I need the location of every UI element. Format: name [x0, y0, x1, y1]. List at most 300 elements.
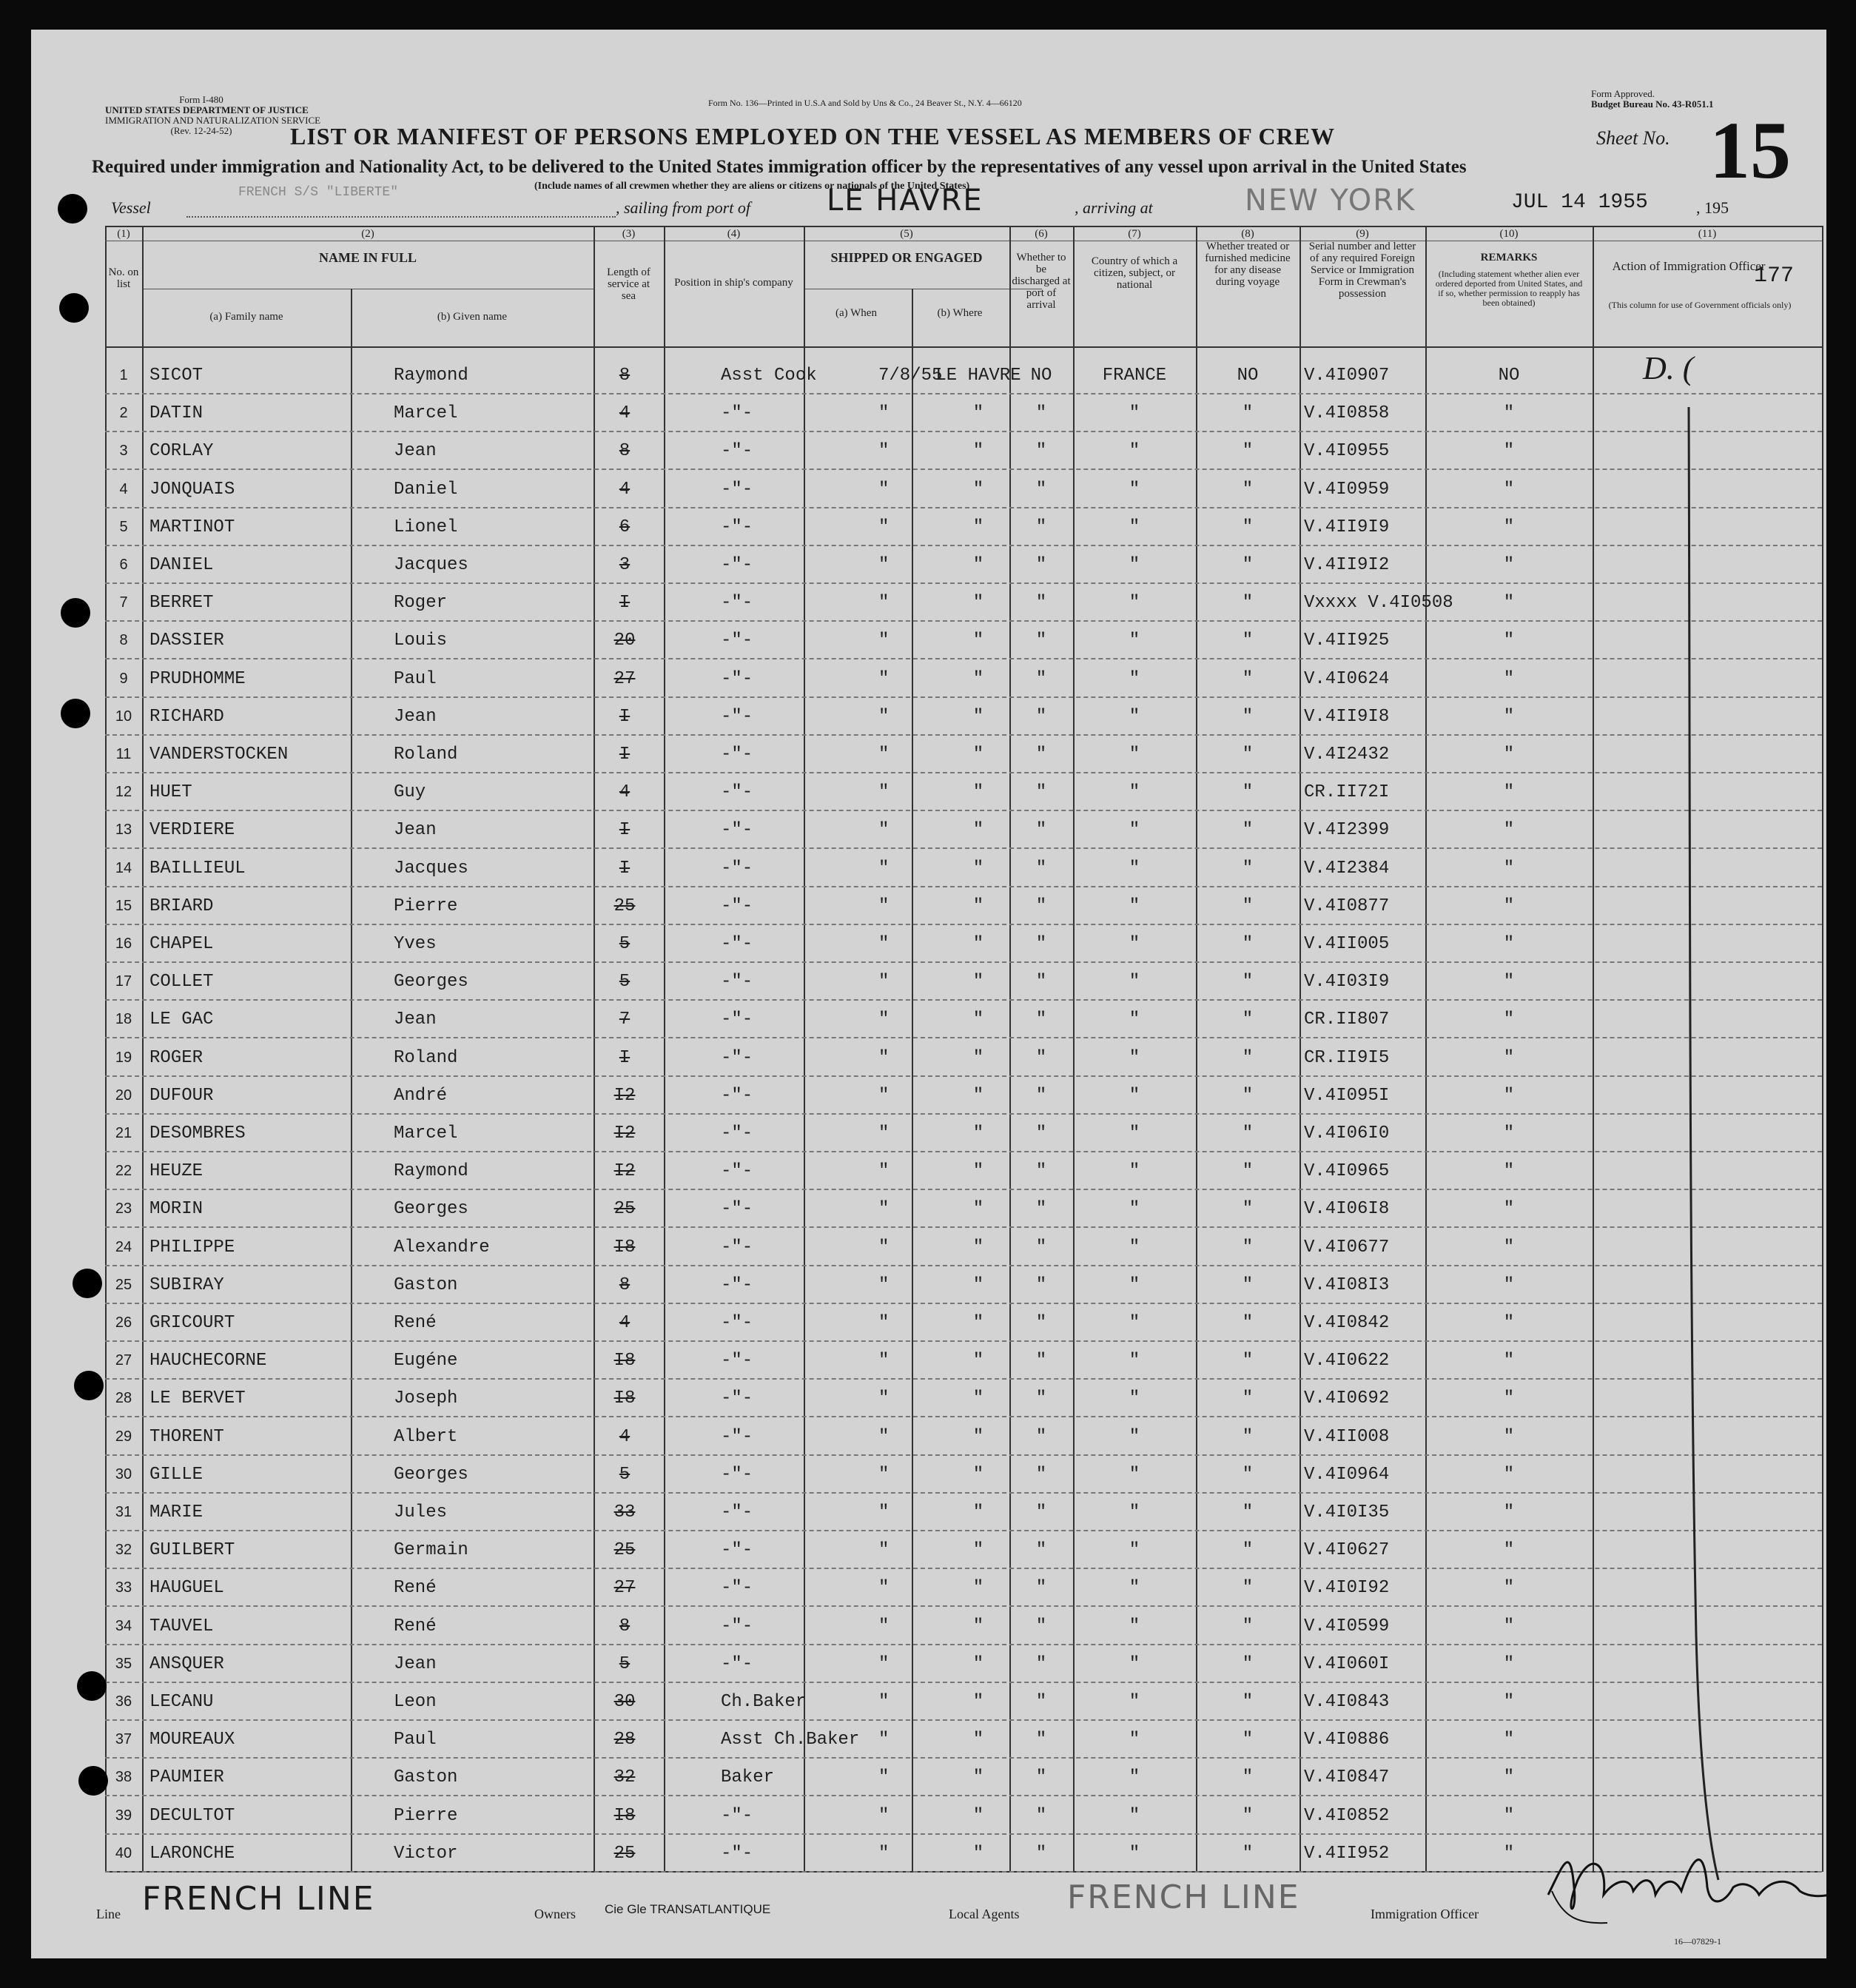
discharged: " [1035, 1426, 1047, 1447]
medicine: " [1242, 517, 1254, 537]
row-number: 11 [115, 746, 132, 762]
remarks: " [1503, 631, 1515, 651]
serial-number: V.4II008 [1304, 1426, 1390, 1447]
discharged: " [1035, 1540, 1047, 1561]
row-number: 12 [115, 784, 132, 801]
service: IMMIGRATION AND NATURALIZATION SERVICE [105, 115, 321, 126]
family-name: SUBIRAY [149, 1275, 224, 1295]
shipped-when: " [878, 1653, 890, 1674]
page-title: LIST OR MANIFEST OF PERSONS EMPLOYED ON THE VESSEL AS MEMBERS OF CREW [290, 123, 1336, 150]
shipped-where: " [972, 517, 984, 537]
remarks: " [1503, 934, 1515, 954]
arrival-date: JUL 14 1955 [1511, 191, 1648, 214]
shipped-when: " [878, 745, 890, 765]
position: -"- [721, 706, 753, 727]
row-number: 32 [115, 1542, 132, 1559]
country: " [1129, 1199, 1140, 1220]
shipped-where: " [972, 1124, 984, 1144]
shipped-where: " [972, 1237, 984, 1257]
given-name: Joseph [394, 1388, 458, 1409]
position: Asst Ch.Baker [721, 1730, 860, 1750]
country: " [1129, 1692, 1140, 1712]
remarks: " [1503, 858, 1515, 879]
shipped-where: " [972, 555, 984, 575]
shipped-when: " [878, 1275, 890, 1295]
serial-number: V.4I0692 [1304, 1388, 1390, 1409]
row-number: 10 [115, 708, 132, 725]
country: FRANCE [1102, 366, 1167, 386]
service-length: 7 [619, 1010, 631, 1030]
discharged: " [1035, 972, 1047, 993]
row-number: 21 [115, 1125, 132, 1141]
discharged: " [1035, 593, 1047, 614]
discharged: " [1035, 1047, 1047, 1068]
medicine: " [1242, 1843, 1254, 1864]
remarks: " [1503, 441, 1515, 462]
shipped-where: " [972, 1578, 984, 1599]
service-length: 3 [619, 555, 631, 575]
col-num-2: (2) [361, 228, 374, 240]
col-num-9: (9) [1356, 228, 1369, 240]
shipped-when: " [878, 1843, 890, 1864]
medicine: " [1242, 1085, 1254, 1106]
given-name: Germain [394, 1540, 468, 1561]
row-number: 14 [115, 859, 132, 876]
punch-hole [74, 1371, 104, 1400]
service-length: 25 [613, 896, 636, 916]
country: " [1129, 1124, 1140, 1144]
form-number: Form I-480 [179, 94, 223, 105]
serial-number: V.4I03I9 [1304, 972, 1390, 993]
family-name: HAUGUEL [149, 1578, 224, 1599]
family-name: CORLAY [149, 441, 214, 462]
col-num-10: (10) [1499, 228, 1519, 240]
position: -"- [721, 1502, 753, 1522]
remarks: " [1503, 1237, 1515, 1257]
approval-block [1591, 89, 1714, 110]
remarks: " [1503, 820, 1515, 841]
family-name: THORENT [149, 1426, 224, 1447]
service-length: 25 [613, 1199, 636, 1220]
include-note: (Include names of all crewmen whether they are aliens or citizens or nationals of the United States) [534, 181, 970, 192]
row-number: 28 [115, 1390, 132, 1407]
service-length: 28 [613, 1730, 636, 1750]
remarks: " [1503, 1805, 1515, 1826]
shipped-where: " [972, 1502, 984, 1522]
remarks: " [1503, 896, 1515, 916]
shipped-when: " [878, 1578, 890, 1599]
row-number: 1 [119, 367, 128, 383]
country: " [1129, 896, 1140, 916]
medicine: " [1242, 668, 1254, 689]
table-row [105, 1417, 1822, 1456]
punch-hole [61, 598, 90, 628]
row-number: 31 [115, 1504, 132, 1520]
shipped-when: " [878, 555, 890, 575]
table-row [105, 620, 1822, 659]
remarks: " [1503, 972, 1515, 993]
country: " [1129, 1767, 1140, 1788]
discharged: " [1035, 706, 1047, 727]
serial-number: V.4I0907 [1304, 366, 1390, 386]
family-name: VERDIERE [149, 820, 235, 841]
row-number: 17 [115, 973, 132, 990]
discharged: " [1035, 1085, 1047, 1106]
serial-number: V.4I0599 [1304, 1616, 1390, 1636]
service-length: 25 [613, 1843, 636, 1864]
country: " [1129, 555, 1140, 575]
shipped-when: " [878, 782, 890, 803]
family-name: DESOMBRES [149, 1124, 246, 1144]
remarks: " [1503, 1843, 1515, 1864]
service-length: 27 [613, 1578, 636, 1599]
family-name: GUILBERT [149, 1540, 235, 1561]
col-remarks: REMARKS [1480, 252, 1538, 263]
action-bracket-line [1667, 377, 1726, 1887]
serial-number: V.4I0858 [1304, 403, 1390, 424]
service-length: 8 [619, 441, 631, 462]
position: -"- [721, 403, 753, 424]
table-row [105, 1075, 1822, 1115]
family-name: COLLET [149, 972, 214, 993]
family-name: GRICOURT [149, 1313, 235, 1333]
service-length: 4 [619, 403, 631, 424]
country: " [1129, 1578, 1140, 1599]
family-name: DASSIER [149, 631, 224, 651]
position: -"- [721, 1047, 753, 1068]
given-name: René [394, 1578, 437, 1599]
shipped-when: " [878, 593, 890, 614]
given-name: Gaston [394, 1767, 458, 1788]
shipped-when: " [878, 1351, 890, 1371]
given-name: Georges [394, 972, 468, 993]
shipped-where: " [972, 782, 984, 803]
punch-hole [61, 699, 90, 728]
col-num-6: (6) [1035, 228, 1048, 240]
medicine: " [1242, 1616, 1254, 1636]
row-number: 30 [115, 1465, 132, 1482]
serial-number: V.4I0877 [1304, 896, 1390, 916]
table-row [105, 1189, 1822, 1228]
family-name: BRIARD [149, 896, 214, 916]
col-action-note: (This column for use of Government officials only) [1608, 300, 1792, 310]
position: -"- [721, 934, 753, 954]
table-row [105, 1227, 1822, 1266]
given-name: Georges [394, 1199, 468, 1220]
position: -"- [721, 1388, 753, 1409]
given-name: René [394, 1616, 437, 1636]
family-name: BAILLIEUL [149, 858, 246, 879]
given-name: Jules [394, 1502, 448, 1522]
medicine: " [1242, 555, 1254, 575]
medicine: " [1242, 1313, 1254, 1333]
medicine: " [1242, 782, 1254, 803]
country: " [1129, 517, 1140, 537]
family-name: HUET [149, 782, 192, 803]
row-number: 6 [119, 557, 128, 573]
remarks: " [1503, 479, 1515, 500]
col-when: (a) When [835, 307, 877, 319]
country: " [1129, 1540, 1140, 1561]
budget-line: Budget Bureau No. 43-R051.1 [1591, 98, 1714, 110]
officer-label: Immigration Officer [1371, 1907, 1479, 1921]
col-num-5: (5) [900, 228, 913, 240]
discharged: " [1035, 403, 1047, 424]
shipped-where: " [972, 896, 984, 916]
service-length: I8 [613, 1351, 636, 1371]
medicine: " [1242, 934, 1254, 954]
position: -"- [721, 1464, 753, 1485]
shipped-when: " [878, 1199, 890, 1220]
shipped-where: " [972, 631, 984, 651]
position: -"- [721, 745, 753, 765]
shipped-when: " [878, 1805, 890, 1826]
serial-number: V.4I0842 [1304, 1313, 1390, 1333]
service-length: 32 [613, 1767, 636, 1788]
shipped-when: " [878, 858, 890, 879]
shipped-where: " [972, 1313, 984, 1333]
table-row [105, 1303, 1822, 1342]
agents-stamp: FRENCH LINE [1067, 1878, 1300, 1916]
discharged: " [1035, 1578, 1047, 1599]
punch-hole [78, 1766, 108, 1796]
discharged: " [1035, 1351, 1047, 1371]
shipped-where: " [972, 403, 984, 424]
medicine: NO [1237, 366, 1259, 386]
row-number: 38 [115, 1769, 132, 1786]
remarks: " [1503, 403, 1515, 424]
given-name: Louis [394, 631, 448, 651]
serial-number: CR.II9I5 [1304, 1047, 1390, 1068]
shipped-where: " [972, 1351, 984, 1371]
position: -"- [721, 1653, 753, 1674]
col-remarks-note: (Including statement whether alien ever ordered deported from United States, and if so, whether permission to reapply has been obtained) [1435, 269, 1583, 308]
family-name: MOUREAUX [149, 1730, 235, 1750]
given-name: Roland [394, 1047, 458, 1068]
table-row [105, 810, 1822, 849]
row-number: 13 [115, 822, 132, 839]
given-name: Pierre [394, 1805, 458, 1826]
row-number: 3 [119, 443, 128, 460]
medicine: " [1242, 1502, 1254, 1522]
required-statement: Required under immigration and Nationality Act, to be delivered to the United States immigration officer by the representatives of any vessel upon arrival in the United States [92, 157, 1467, 177]
serial-number: CR.II807 [1304, 1010, 1390, 1030]
service-length: 5 [619, 934, 631, 954]
table-row [105, 961, 1822, 1001]
position: -"- [721, 782, 753, 803]
shipped-when: " [878, 1426, 890, 1447]
shipped-where: " [972, 441, 984, 462]
medicine: " [1242, 1124, 1254, 1144]
col-discharged: Whether to be discharged at port of arrival [1012, 252, 1071, 311]
col-no-on-list: No. on list [108, 266, 139, 290]
medicine: " [1242, 1047, 1254, 1068]
country: " [1129, 934, 1140, 954]
serial-number: V.4I0843 [1304, 1692, 1390, 1712]
given-name: Jacques [394, 858, 468, 879]
family-name: GILLE [149, 1464, 204, 1485]
serial-number: V.4II005 [1304, 934, 1390, 954]
remarks: " [1503, 745, 1515, 765]
family-name: RICHARD [149, 706, 224, 727]
discharged: " [1035, 668, 1047, 689]
position: -"- [721, 1426, 753, 1447]
position: -"- [721, 479, 753, 500]
row-number: 4 [119, 480, 128, 497]
shipped-when: " [878, 896, 890, 916]
service-length: 20 [613, 631, 636, 651]
country: " [1129, 479, 1140, 500]
revision: (Rev. 12-24-52) [170, 125, 232, 136]
table-row [105, 1757, 1822, 1796]
service-length: I [619, 706, 631, 727]
serial-number: V.4I0627 [1304, 1540, 1390, 1561]
position: -"- [721, 1237, 753, 1257]
shipped-when: " [878, 668, 890, 689]
medicine: " [1242, 403, 1254, 424]
position: -"- [721, 1124, 753, 1144]
line-label: Line [96, 1907, 121, 1921]
remarks: " [1503, 1161, 1515, 1182]
country: " [1129, 1047, 1140, 1068]
serial-number: V.4I0955 [1304, 441, 1390, 462]
table-row [105, 355, 1822, 394]
remarks: " [1503, 1388, 1515, 1409]
serial-number: V.4II925 [1304, 631, 1390, 651]
shipped-where: " [972, 1805, 984, 1826]
col-serial-number: Serial number and letter of any required Foreign Service or Immigration Form in Crewman's possession [1308, 241, 1416, 300]
remarks: " [1503, 1730, 1515, 1750]
shipped-where: " [972, 1464, 984, 1485]
discharged: " [1035, 479, 1047, 500]
year-suffix: , 195 [1696, 198, 1729, 217]
col-num-4: (4) [727, 228, 741, 240]
discharged: " [1035, 934, 1047, 954]
discharged: " [1035, 1275, 1047, 1295]
discharged: " [1035, 1805, 1047, 1826]
family-name: PHILIPPE [149, 1237, 235, 1257]
shipped-where: LE HAVRE [935, 366, 1021, 386]
shipped-when: " [878, 1540, 890, 1561]
table-row [105, 659, 1822, 698]
family-name: MORIN [149, 1199, 204, 1220]
position: -"- [721, 441, 753, 462]
remarks: " [1503, 517, 1515, 537]
remarks: " [1503, 1767, 1515, 1788]
position: -"- [721, 1616, 753, 1636]
service-length: I8 [613, 1805, 636, 1826]
discharged: " [1035, 820, 1047, 841]
service-length: 4 [619, 1426, 631, 1447]
col-medicine: Whether treated or furnished medicine for any disease during voyage [1205, 241, 1291, 288]
given-name: Jean [394, 706, 437, 727]
shipped-where: " [972, 668, 984, 689]
service-length: I [619, 858, 631, 879]
discharged: " [1035, 1199, 1047, 1220]
discharged: " [1035, 517, 1047, 537]
shipped-where: " [972, 1010, 984, 1030]
family-name: PAUMIER [149, 1767, 224, 1788]
position: -"- [721, 1085, 753, 1106]
position: -"- [721, 1351, 753, 1371]
row-number: 19 [115, 1049, 132, 1066]
service-length: I [619, 745, 631, 765]
family-name: LE GAC [149, 1010, 214, 1030]
col-family-name: (a) Family name [209, 311, 283, 323]
given-name: René [394, 1313, 437, 1333]
row-number: 2 [119, 405, 128, 422]
position: -"- [721, 1010, 753, 1030]
table-row [105, 999, 1822, 1038]
table-row [105, 431, 1822, 470]
owners-label: Owners [534, 1907, 576, 1921]
table-row [105, 469, 1822, 508]
manifest-page [31, 30, 1826, 1958]
given-name: Georges [394, 1464, 468, 1485]
country: " [1129, 1730, 1140, 1750]
medicine: " [1242, 896, 1254, 916]
family-name: JONQUAIS [149, 479, 235, 500]
medicine: " [1242, 441, 1254, 462]
table-row [105, 1796, 1822, 1835]
shipped-where: " [972, 934, 984, 954]
position: -"- [721, 820, 753, 841]
remarks: " [1503, 1653, 1515, 1674]
serial-number: V.4I0959 [1304, 479, 1390, 500]
shipped-where: " [972, 1275, 984, 1295]
remarks: " [1503, 782, 1515, 803]
country: " [1129, 745, 1140, 765]
given-name: Albert [394, 1426, 458, 1447]
table-row [105, 696, 1822, 736]
shipped-when: " [878, 1388, 890, 1409]
family-name: VANDERSTOCKEN [149, 745, 289, 765]
shipped-where: " [972, 706, 984, 727]
row-number: 33 [115, 1579, 132, 1596]
country: " [1129, 1085, 1140, 1106]
table-row [105, 886, 1822, 925]
position: -"- [721, 1578, 753, 1599]
serial-number: V.4II9I9 [1304, 517, 1390, 537]
row-number: 24 [115, 1238, 132, 1255]
shipped-when: " [878, 972, 890, 993]
family-name: BERRET [149, 593, 214, 614]
given-name: André [394, 1085, 448, 1106]
medicine: " [1242, 858, 1254, 879]
discharged: " [1035, 631, 1047, 651]
position: Baker [721, 1767, 775, 1788]
country: " [1129, 1275, 1140, 1295]
shipped-when: " [878, 1047, 890, 1068]
remarks: " [1503, 1351, 1515, 1371]
form-code: 16—07829-1 [1674, 1936, 1721, 1947]
serial-number: V.4II9I8 [1304, 706, 1390, 727]
position: -"- [721, 1313, 753, 1333]
family-name: MARIE [149, 1502, 204, 1522]
service-length: I2 [613, 1124, 636, 1144]
col-num-8: (8) [1241, 228, 1254, 240]
serial-number: V.4II9I2 [1304, 555, 1390, 575]
table-row [105, 772, 1822, 811]
family-name: DECULTOT [149, 1805, 235, 1826]
form-id-block [105, 94, 321, 136]
serial-number: V.4I06I0 [1304, 1124, 1390, 1144]
discharged: " [1035, 1502, 1047, 1522]
family-name: SICOT [149, 366, 204, 386]
vessel-label: Vessel [111, 198, 151, 217]
serial-number: V.4I2432 [1304, 745, 1390, 765]
medicine: " [1242, 1275, 1254, 1295]
